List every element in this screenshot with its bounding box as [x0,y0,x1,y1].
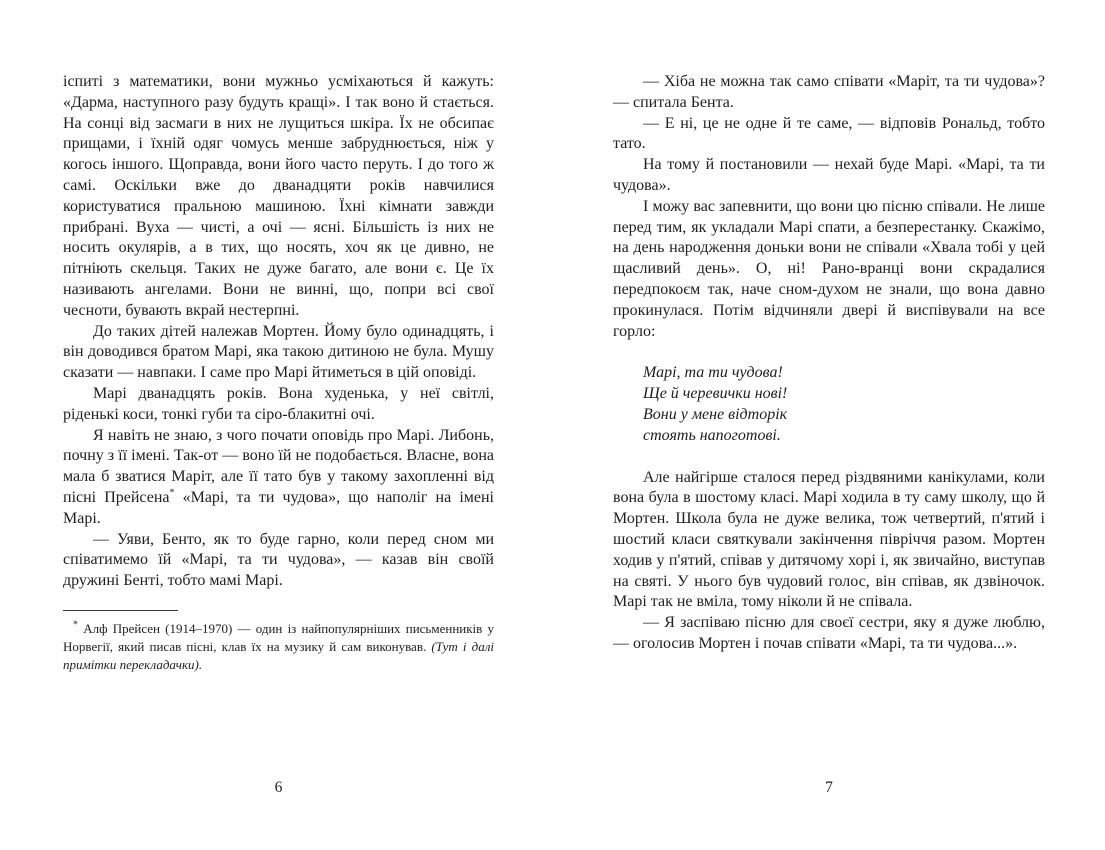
paragraph [63,426,494,530]
paragraph-dialogue: — Я заспіваю пісню для своєї сестри, яку я дуже люблю, — оголосив Мортен і почав співати «Марі, та ти чудова...». [613,614,1045,652]
paragraph: На тому й постановили — нехай буде Марі. «Марі, та ти чудова». [613,156,1045,194]
page-number-left: 6 [274,779,283,796]
footnote-reference-marker: * [169,487,175,499]
paragraph-text: «Марі, та ти чудова», що наполіг на імені Марі. [63,488,494,527]
translator-note: (Тут і далі примітки перекладачки). [63,638,494,672]
paragraph: І можу вас запевнити, що вони цю пісню співали. Не лише перед тим, як укладали Марі спати, а безперестанку. Скажімо, на день народження доньки вони не співали «Хвала тобі у цей щасливий день». О, ні! Рано-вранці вони скрадалися передпокоєм так, наче сном-духом не знали, що вона давно прокинулася. Потім відчиняли двері й виспівували на все горло: [613,197,1045,340]
paragraph-dialogue: — Е ні, це не одне й те саме, — відповів Рональд, тобто тато. [613,114,1045,153]
footnote-body: Алф Прейсен (1914–1970) — один із найпопулярніших письменників у Норвегії, який писав пісні, клав їх на музику й сам виконував. [63,620,494,654]
paragraph: Але найгірше сталося перед різдвяними канікулами, коли вона була в шостому класі. Марі ходила в ту саму школу, що й Мортен. Школа була не дуже велика, тож четвертий, п'ятий і шостий класи святкували закінчення півріччя разом. Мортен ходив у п'ятий, співав у дитячому хорі і, як звичайно, виступав на святі. У нього був чудовий голос, він співав, як дзвіночок. Марі так не вміла, тому ніколи й не співала. [613,468,1045,611]
page-number-right: 7 [825,779,833,796]
paragraph-dialogue: — Хіба не можна так само співати «Маріт, та ти чудова»? — спитала Бента. [613,73,1045,111]
left-page [63,72,494,674]
paragraph: До таких дітей належав Мортен. Йому було одинадцять, і він доводився братом Марі, яка такою дитиною не була. Мушу сказати — навпаки. І саме про Марі йтиметься в цій оповіді. [63,322,494,382]
footnote [63,610,494,674]
paragraph-text: Я навіть не знаю, з чого почати оповідь про Марі. Либонь, почну з її імені. Так-от — воно їй не подобається. Власне, вона мала б зватися Маріт, але її тато був у такому захопленні від пісні Прейсена [63,426,494,506]
footnote-text [63,620,494,674]
paragraph-dialogue: — Уяви, Бенто, як то буде гарно, коли перед сном ми співатимемо їй «Марі, та ти чудова», — казав він своїй дружині Бенті, тобто мамі Марі. [63,530,494,590]
verse-line: Ще й черевички нові! [643,385,788,403]
paragraph: Марі дванадцять років. Вона худенька, у неї світлі, ріденькі коси, тонкі губи та сіро-блакитні очі. [63,384,494,423]
verse-line: Марі, та ти чудова! [643,364,783,382]
footnote-divider [63,610,178,611]
footnote-marker: * [73,619,78,631]
right-page [613,72,1045,655]
paragraph: іспиті з математики, вони мужньо усміхаються й кажуть: «Дарма, наступного разу будуть кращі». І так воно й стається. На сонці від засмаги в них не лущиться шкіра. Їх не обсипає прищами, і їхній одяг чомусь менше забруднюється, ніж у когось іншого. Щоправда, вони його часто перуть. І до того ж самі. Оскільки вже до дванадцяти років навчилися користуватися пральною машиною. Їхні кімнати завжди прибрані. Вуха — чисті, а очі — ясні. Більшість із них не носить окулярів, а в тих, що носять, хоч як це дивно, не пітніють скельця. Таких не дуже багато, але вони є. Це їх називають ангелами. Вони не винні, що, попри всі свої чесноти, бувають вкрай нестерпні. [63,73,494,319]
verse-line: Вони у мене відторік [643,405,788,423]
verse-line: стоять напоготові. [643,426,781,444]
song-verse [643,363,1045,446]
